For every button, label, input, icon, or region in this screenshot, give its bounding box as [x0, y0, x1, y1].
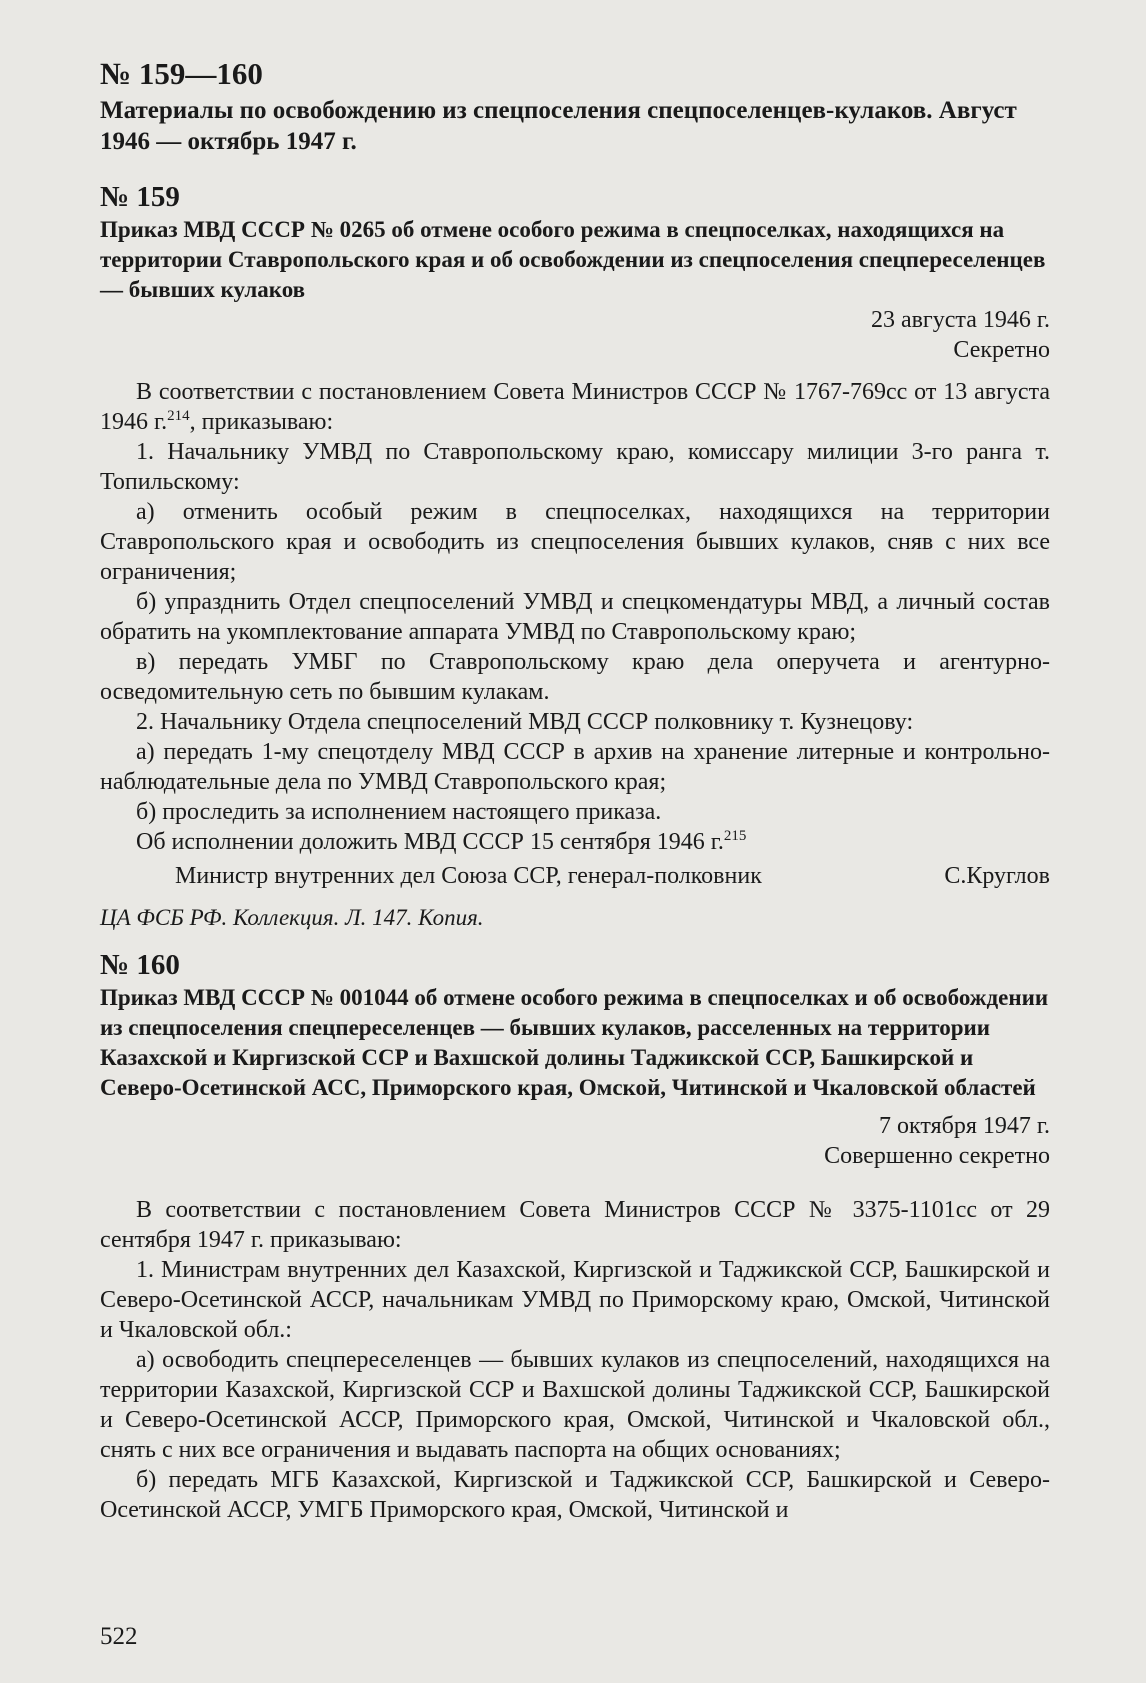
signer-name: С.Круглов: [944, 863, 1050, 889]
doc-159-paragraph-1c: в) передать УМБГ по Ставропольскому краю дела оперучета и агентурно-осведомительную сеть по бывшим кулакам.: [100, 649, 1050, 705]
footnote-ref-215: 215: [723, 828, 747, 844]
doc-160-intro: В соответствии с постановлением Совета Министров СССР № 3375-1101сс от 29 сентября 1947 г. приказываю:: [100, 1197, 1050, 1253]
doc-159-paragraph-1b: б) упразднить Отдел спецпоселений УМВД и спецкомендатуры МВД, а личный состав обратить на укомплектование аппарата УМВД по Ставропольскому краю;: [100, 589, 1050, 645]
doc-160-classification: Совершенно секретно: [824, 1143, 1050, 1169]
doc-159-paragraph-1a: а) отменить особый режим в спецпоселках, находящихся на территории Ставропольского края и освободить из спецпоселения бывших кулаков, сняв с них все ограничения;: [100, 499, 1050, 585]
doc-159-intro-text: В соответствии с постановлением Совета Министров СССР № 1767-769сс от 13 августа 1946 г.: [100, 379, 1050, 435]
doc-159-title: Приказ МВД СССР № 0265 об отмене особого режима в спецпоселках, находящихся на территории Ставропольского края и об освобождении из спецпоселения спецпереселенцев — бывших кулаков: [100, 217, 1046, 302]
signer-title: Министр внутренних дел Союза ССР, генерал-полковник: [175, 863, 762, 889]
doc-159-report: [100, 827, 1050, 857]
doc-159-paragraph-2b: б) проследить за исполнением настоящего приказа.: [136, 799, 662, 825]
doc-159-number: № 159: [100, 181, 180, 213]
section-number: № 159—160: [100, 56, 263, 91]
document-160: [100, 947, 1050, 1525]
footnote-ref-214: 214: [167, 408, 190, 424]
page-number: 522: [100, 1623, 138, 1650]
doc-159-paragraph-2a: а) передать 1-му спецотделу МВД СССР в архив на хранение литерные и контрольно-наблюдательные дела по УМВД Ставропольского края;: [100, 739, 1050, 795]
doc-159-intro: [100, 377, 1050, 437]
doc-160-paragraph-1b: б) передать МГБ Казахской, Киргизской и Таджикской ССР, Башкирской и Северо-Осетинской АССР, УМГБ Приморского края, Омской, Читинской и: [100, 1467, 1050, 1523]
doc-160-paragraph-1: 1. Министрам внутренних дел Казахской, Киргизской и Таджикской ССР, Башкирской и Северо-Осетинской АССР, начальникам УМВД по Приморскому краю, Омской, Читинской и Чкаловской обл.:: [100, 1257, 1050, 1343]
doc-159-source: ЦА ФСБ РФ. Коллекция. Л. 147. Копия.: [100, 905, 484, 930]
doc-159-signature: [100, 861, 1050, 891]
doc-160-number: № 160: [100, 949, 180, 981]
doc-159-intro-end: , приказываю:: [189, 409, 334, 435]
doc-159-date: 23 августа 1946 г.: [870, 307, 1050, 333]
document-159: [100, 179, 1050, 933]
doc-160-paragraph-1a: а) освободить спецпереселенцев — бывших кулаков из спецпоселений, находящихся на территории Казахской, Киргизской ССР и Вахшской долины Таджикской ССР, Башкирской и Северо-Осетинской АССР, Приморского края, Омской, Читинской и Чкаловской обл., снять с них все ограничения и выдавать паспорта на общих основаниях;: [100, 1347, 1050, 1463]
section-title: Материалы по освобождению из спецпоселения спецпоселенцев-кулаков. Август 1946 — октябрь 1947 г.: [100, 97, 1017, 155]
doc-159-paragraph-1: 1. Начальнику УМВД по Ставропольскому краю, комиссару милиции 3-го ранга т. Топильскому:: [100, 439, 1050, 495]
doc-160-date: 7 октября 1947 г.: [879, 1113, 1050, 1139]
doc-159-paragraph-2: 2. Начальнику Отдела спецпоселений МВД СССР полковнику т. Кузнецову:: [136, 709, 914, 735]
doc-159-classification: Секретно: [953, 337, 1050, 363]
doc-159-report-text: Об исполнении доложить МВД СССР 15 сентября 1946 г.: [136, 829, 724, 855]
doc-160-title: Приказ МВД СССР № 001044 об отмене особого режима в спецпоселках и об освобождении из спецпоселения спецпереселенцев — бывших кулаков, расселенных на территории Казахской и Киргизской ССР и Вахшской долины Таджикской ССР, Башкирской и Северо-Осетинской АСС, Приморского края, Омской, Читинской и Чкаловской областей: [100, 985, 1049, 1100]
